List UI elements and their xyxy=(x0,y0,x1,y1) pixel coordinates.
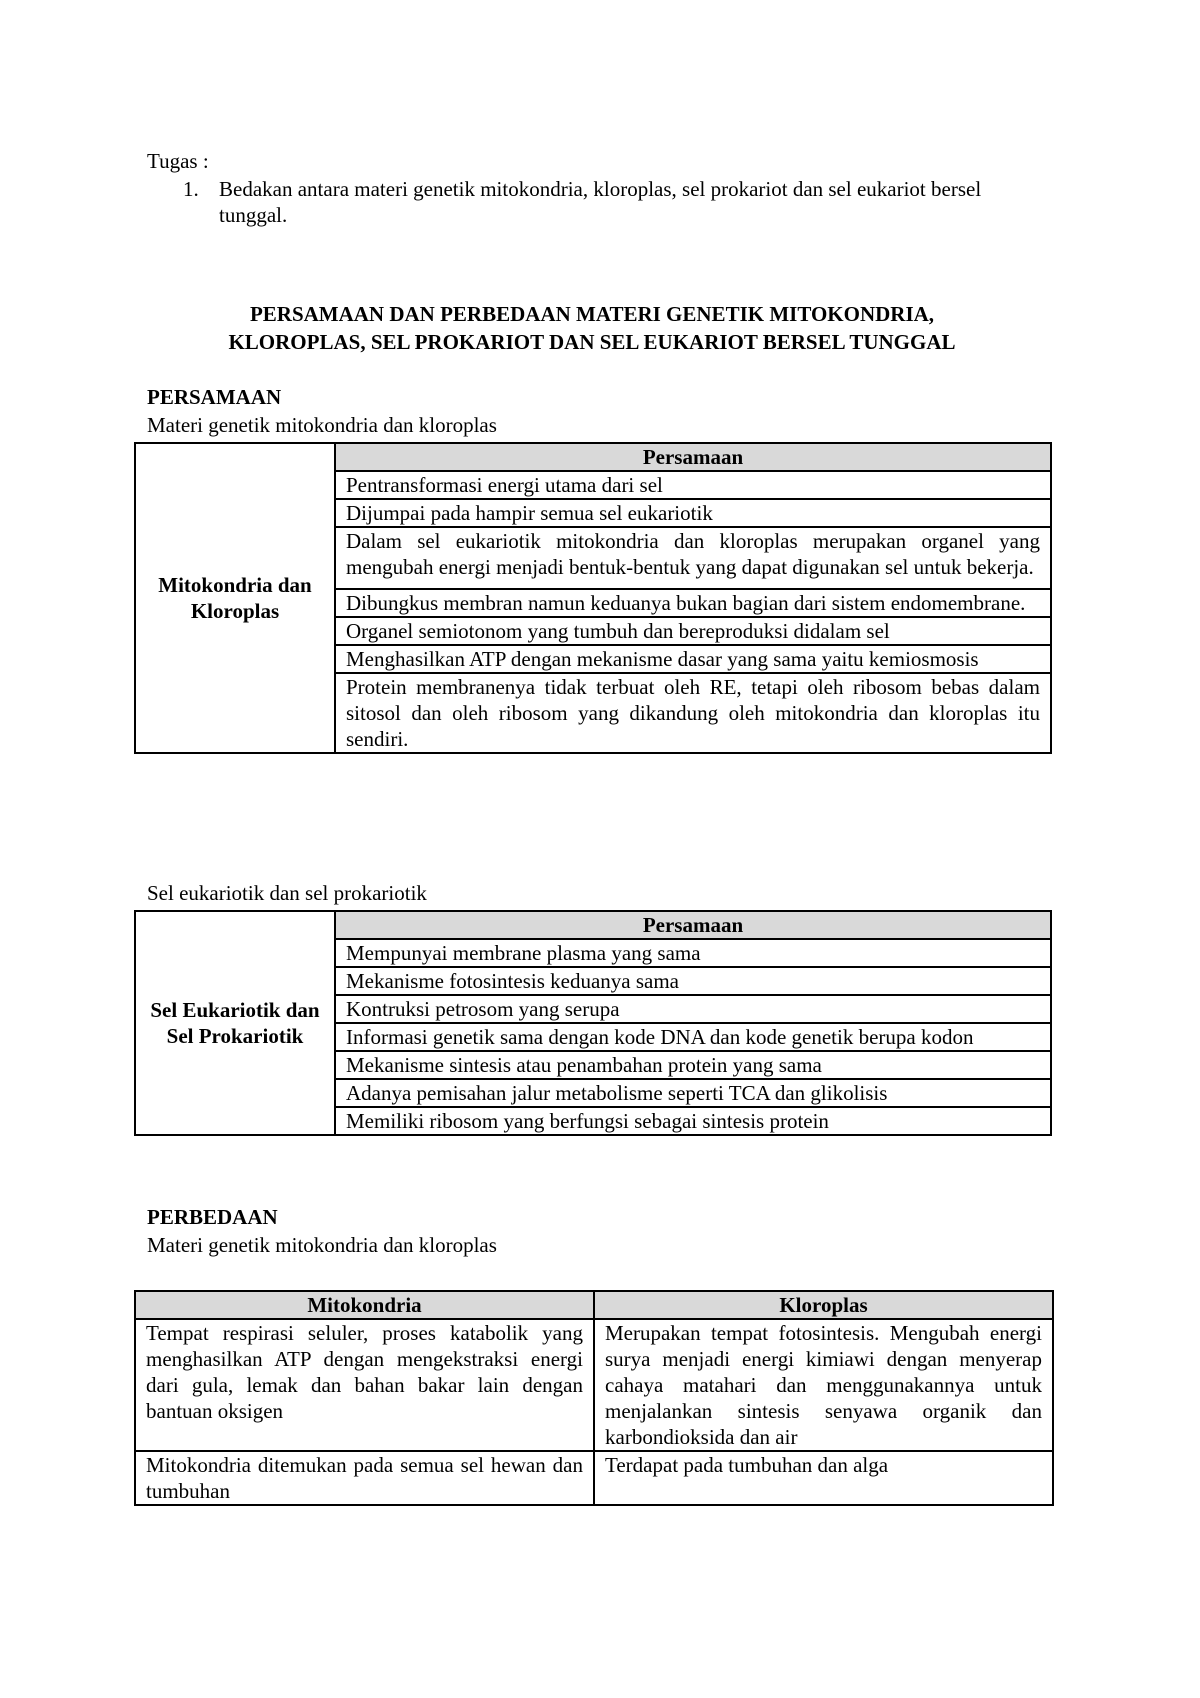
table1-row: Dalam sel eukariotik mitokondria dan kloroplas merupakan organel yang mengubah energi menjadi bentuk-bentuk yang dapat digunakan sel untuk bekerja. xyxy=(335,527,1051,589)
table2-row: Informasi genetik sama dengan kode DNA dan kode genetik berupa kodon xyxy=(335,1023,1051,1051)
table3-caption: Materi genetik mitokondria dan kloroplas xyxy=(147,1233,497,1257)
table1-row: Pentransformasi energi utama dari sel xyxy=(335,471,1051,499)
table2-row: Adanya pemisahan jalur metabolisme seperti TCA dan glikolisis xyxy=(335,1079,1051,1107)
table2-row: Mempunyai membrane plasma yang sama xyxy=(335,939,1051,967)
table2-row-head: Sel Eukariotik dan Sel Prokariotik xyxy=(135,911,335,1135)
table-persamaan-mitokondria-kloroplas xyxy=(134,442,1052,754)
table3-header-mitokondria: Mitokondria xyxy=(135,1291,594,1319)
table1-row: Dibungkus membran namun keduanya bukan bagian dari sistem endomembrane. xyxy=(335,589,1051,617)
table3-cell-mitokondria: Mitokondria ditemukan pada semua sel hewan dan tumbuhan xyxy=(135,1451,594,1505)
table1-row: Organel semiotonom yang tumbuh dan bereproduksi didalam sel xyxy=(335,617,1051,645)
table1-row: Menghasilkan ATP dengan mekanisme dasar yang sama yaitu kemiosmosis xyxy=(335,645,1051,673)
task-text: Bedakan antara materi genetik mitokondria, kloroplas, sel prokariot dan sel eukariot bersel tunggal. xyxy=(219,177,982,227)
table3-cell-kloroplas: Merupakan tempat fotosintesis. Mengubah energi surya menjadi energi kimiawi dengan menyerap cahaya matahari dan menggunakannya untuk menjalankan sintesis senyawa organik dan karbondioksida dan air xyxy=(594,1319,1053,1451)
table2-row: Memiliki ribosom yang berfungsi sebagai sintesis protein xyxy=(335,1107,1051,1135)
document-title xyxy=(134,300,1050,356)
table2-header: Persamaan xyxy=(335,911,1051,939)
table3-header-kloroplas: Kloroplas xyxy=(594,1291,1053,1319)
table2-row: Mekanisme sintesis atau penambahan protein yang sama xyxy=(335,1051,1051,1079)
table1-row: Dijumpai pada hampir semua sel eukariotik xyxy=(335,499,1051,527)
task-number: 1. xyxy=(183,177,199,201)
table-perbedaan-mitokondria-kloroplas xyxy=(134,1290,1054,1506)
persamaan-heading: PERSAMAAN xyxy=(147,385,282,409)
table1-header: Persamaan xyxy=(335,443,1051,471)
table3-cell-mitokondria: Tempat respirasi seluler, proses katabolik yang menghasilkan ATP dengan mengekstraksi energi dari gula, lemak dan bahan bakar lain dengan bantuan oksigen xyxy=(135,1319,594,1451)
table3-cell-kloroplas: Terdapat pada tumbuhan dan alga xyxy=(594,1451,1053,1505)
table1-row-head: Mitokondria dan Kloroplas xyxy=(135,443,335,753)
table-persamaan-eukariotik-prokariotik xyxy=(134,910,1052,1136)
table2-row: Mekanisme fotosintesis keduanya sama xyxy=(335,967,1051,995)
table1-row: Protein membranenya tidak terbuat oleh RE, tetapi oleh ribosom bebas dalam sitosol dan oleh ribosom yang dikandung oleh mitokondria dan kloroplas itu sendiri. xyxy=(335,673,1051,753)
tugas-label: Tugas : xyxy=(147,149,209,173)
title-line-2: KLOROPLAS, SEL PROKARIOT DAN SEL EUKARIOT BERSEL TUNGGAL xyxy=(228,330,956,354)
table1-caption: Materi genetik mitokondria dan kloroplas xyxy=(147,413,497,437)
table2-row: Kontruksi petrosom yang serupa xyxy=(335,995,1051,1023)
perbedaan-heading: PERBEDAAN xyxy=(147,1205,278,1229)
title-line-1: PERSAMAAN DAN PERBEDAAN MATERI GENETIK MITOKONDRIA, xyxy=(249,302,935,326)
table2-caption: Sel eukariotik dan sel prokariotik xyxy=(147,881,427,905)
